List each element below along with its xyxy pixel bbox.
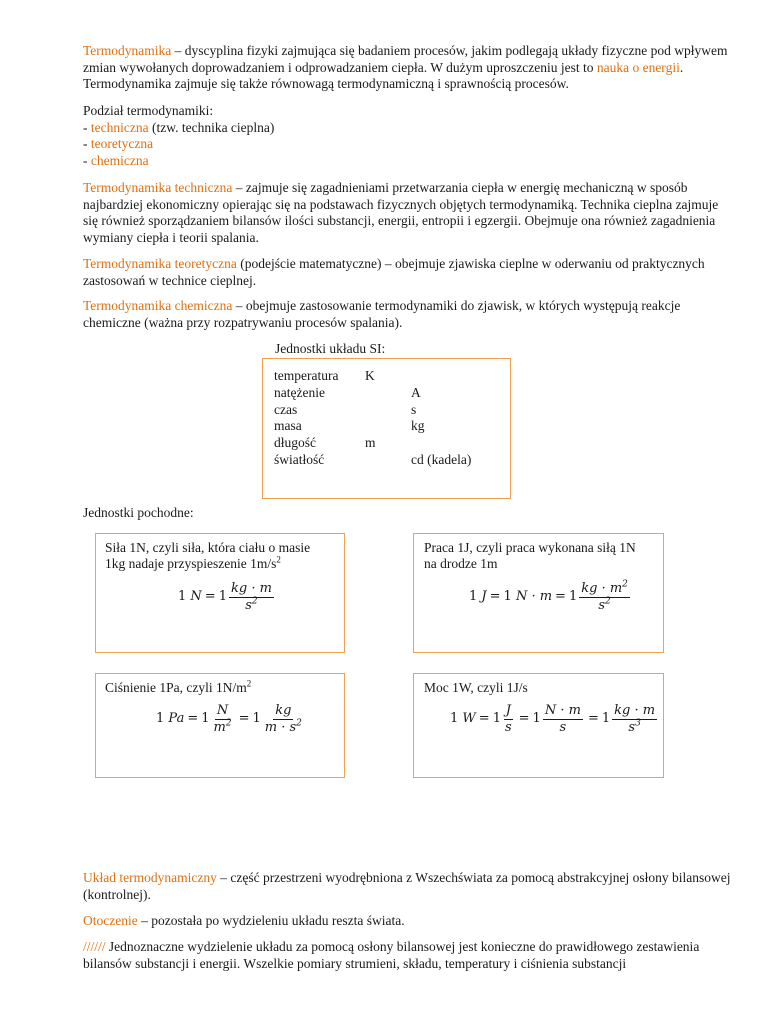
power-formula: 1 W = 1 $\frac{J}{s}$ = 1 $\frac{N \cdot m}{s}$ = 1 $\frac{kg \cdot m}{s^3}$ — [450, 703, 656, 735]
work-formula: 1 J = 1 N · m = 1 $\frac{kg \cdot m^2}{s^2}$ — [469, 579, 628, 613]
force-text: 1kg nadaje przyspieszenie 1m/s — [105, 556, 277, 571]
theoretical-paragraph: Termodynamika teoretyczna (podejście matematyczne) – obejmuje zjawiska cieplne w oderwaniu od praktycznych zastosowań w technice cieplnej. — [83, 256, 705, 288]
list-item: - chemiczna — [83, 152, 149, 168]
division-heading: Podział termodynamiki: — [83, 103, 214, 118]
link-nauka-o-energii[interactable]: nauka o energii — [596, 59, 680, 75]
power-box — [413, 673, 664, 778]
force-box: Siła 1N, czyli siła, która ciału o masie 1kg nadaje przyspieszenie $1m/s^2$ 1 N = 1 $\frac{kg \cdot m}{s^2}$ — [95, 533, 345, 653]
work-box — [413, 533, 664, 653]
power-text: Moc 1W, czyli 1J/s — [424, 680, 528, 695]
list-item: - techniczna (tzw. technika cieplna) — [83, 119, 275, 135]
si-row-name: długość — [274, 435, 316, 450]
si-row-name: masa — [274, 418, 302, 433]
system-paragraph: Układ termodynamiczny – część przestrzeni wyodrębniona z Wszechświata za pomocą abstrakcyjnej osłony bilansowej (kontrolnej). — [83, 870, 731, 902]
note-paragraph: ////// Jednoznaczne wydzielenie układu za pomocą osłony bilansowej jest konieczne do prawidłowego zestawienia bilansów substancji i energii. Wszelkie pomiary strumieni, składu, temperatury i ciśnienia substancji — [83, 939, 700, 971]
note-marker: ////// — [83, 939, 106, 954]
si-row-name: światłość — [274, 452, 325, 467]
si-row-name: temperatura — [274, 368, 339, 383]
si-title: Jednostki układu SI: — [275, 341, 386, 356]
si-row-unit: A — [411, 385, 421, 400]
technical-paragraph: Termodynamika techniczna – zajmuje się zagadnieniami przetwarzania ciepła w energię mechaniczną w sposób najbardziej ekonomiczny opierając się na podstawach fizycznych objętych termodynamiką. Technika cieplna zajmuje się również sporządzaniem bilansów ilości substancji, energii, entropii i egzergii. Obejmuje ona również zagadnienia wymiany ciepła i teorii spalania. — [83, 180, 719, 245]
work-text: Praca 1J, czyli praca wykonana siłą 1N — [424, 540, 636, 555]
work-text: na drodze 1m — [424, 556, 498, 571]
pressure-formula: 1 Pa = 1 $\frac{N}{m^2}$ = 1 $\frac{kg}{m \cdot s^2}$ — [156, 703, 302, 735]
chemical-paragraph: Termodynamika chemiczna – obejmuje zastosowanie termodynamiki do zjawisk, w których występują reakcje chemiczne (ważna przy rozpatrywaniu procesów spalania). — [83, 298, 681, 330]
force-text: Siła 1N, czyli siła, która ciału o masie — [105, 540, 311, 555]
si-row-unit: m — [365, 435, 376, 450]
si-row-unit: K — [365, 368, 375, 383]
division-list — [83, 103, 731, 169]
si-row-unit: kg — [411, 418, 425, 433]
term-termodynamika: Termodynamika — [83, 43, 172, 58]
intro-paragraph: Termodynamika – dyscyplina fizyki zajmująca się badaniem procesów, jakim podlegają układy fizyczne pod wpływem zmian wywołanych doprowadzaniem i odprowadzaniem ciepła. W dużym uproszczeniu jest to nauka o energii. Termodynamika zajmuje się także równowagą termodynamiczną i sprawnością procesów. — [83, 43, 728, 91]
list-item: - teoretyczna — [83, 136, 154, 151]
force-formula: 1 N = 1 $\frac{kg \cdot m}{s^2}$ — [178, 581, 272, 613]
si-row-name: natężenie — [274, 385, 325, 400]
surroundings-paragraph: Otoczenie – pozostała po wydzieleniu układu reszta świata. — [83, 913, 405, 928]
si-row-name: czas — [274, 402, 298, 417]
pressure-box: Ciśnienie 1Pa, czyli $1N/m^2$ 1 Pa = 1 $\frac{N}{m^2}$ = 1 $\frac{kg}{m \cdot s^2}$ — [95, 673, 345, 778]
derived-heading: Jednostki pochodne: — [83, 505, 194, 520]
si-row-unit: s — [411, 402, 417, 417]
si-row-unit: cd (kadela) — [411, 452, 472, 467]
pressure-text: Ciśnienie 1Pa, czyli 1N/m — [105, 680, 247, 695]
si-units-box — [262, 358, 511, 499]
